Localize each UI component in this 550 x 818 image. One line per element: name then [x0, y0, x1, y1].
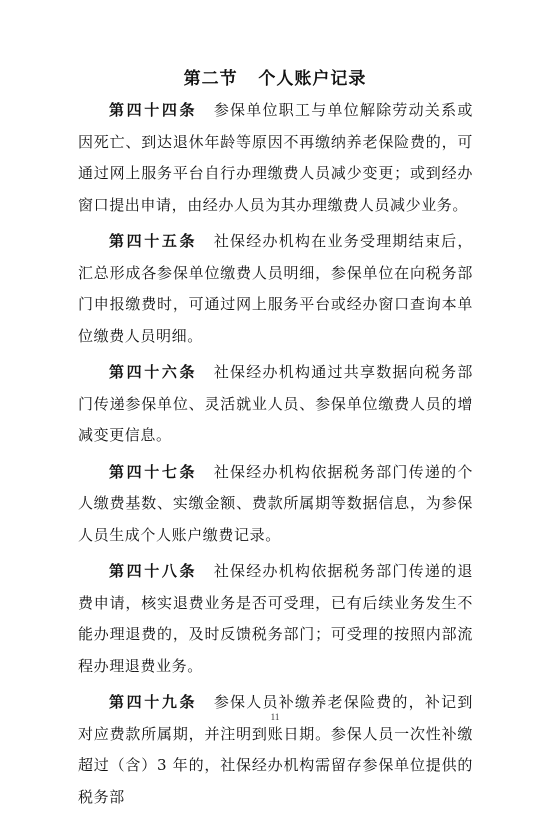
- article-text: 社保经办机构依据税务部门传递的退费申请，核实退费业务是否可受理，已有后续业务发生不能办理退费的，及时反馈税务部门；可受理的按照内部流程办理退费业务。: [78, 562, 473, 675]
- article-text: 社保经办机构在业务受理期结束后，汇总形成各参保单位缴费人员明细，参保单位在向税务部门申报缴费时，可通过网上服务平台或经办窗口查询本单位缴费人员明细。: [78, 232, 473, 345]
- article-title: 第四十六条: [109, 363, 198, 381]
- article-47: [78, 457, 473, 552]
- article-46: [78, 357, 473, 452]
- article-text: 参保人员补缴养老保险费的，补记到对应费款所属期，并注明到账日期。参保人员一次性补缴超过（含）3 年的，社保经办机构需留存参保单位提供的税务部: [78, 693, 473, 806]
- article-48: [78, 556, 473, 682]
- article-text: 社保经办机构依据税务部门传递的个人缴费基数、实缴金额、费款所属期等数据信息，为参保人员生成个人账户缴费记录。: [78, 462, 473, 544]
- article-title: 第四十四条: [109, 101, 198, 119]
- article-list: [78, 95, 473, 818]
- article-title: 第四十九条: [109, 693, 198, 711]
- article-title: 第四十七条: [109, 462, 198, 481]
- article-title: 第四十五条: [109, 232, 198, 250]
- article-49: [78, 687, 473, 813]
- article-44: [78, 95, 473, 221]
- article-45: [78, 226, 473, 352]
- article-text: 社保经办机构通过共享数据向税务部门传递参保单位、灵活就业人员、参保单位缴费人员的增减变更信息。: [78, 363, 473, 444]
- section-title: 第二节 个人账户记录: [183, 69, 367, 89]
- article-title: 第四十八条: [109, 562, 198, 580]
- article-text: 参保单位职工与单位解除劳动关系或因死亡、到达退休年龄等原因不再缴纳养老保险费的，可通过网上服务平台自行办理缴费人员减少变更；或到经办窗口提出申请，由经办人员为其办理缴费人员减少业务。: [78, 101, 473, 214]
- page-number: 11: [270, 712, 280, 722]
